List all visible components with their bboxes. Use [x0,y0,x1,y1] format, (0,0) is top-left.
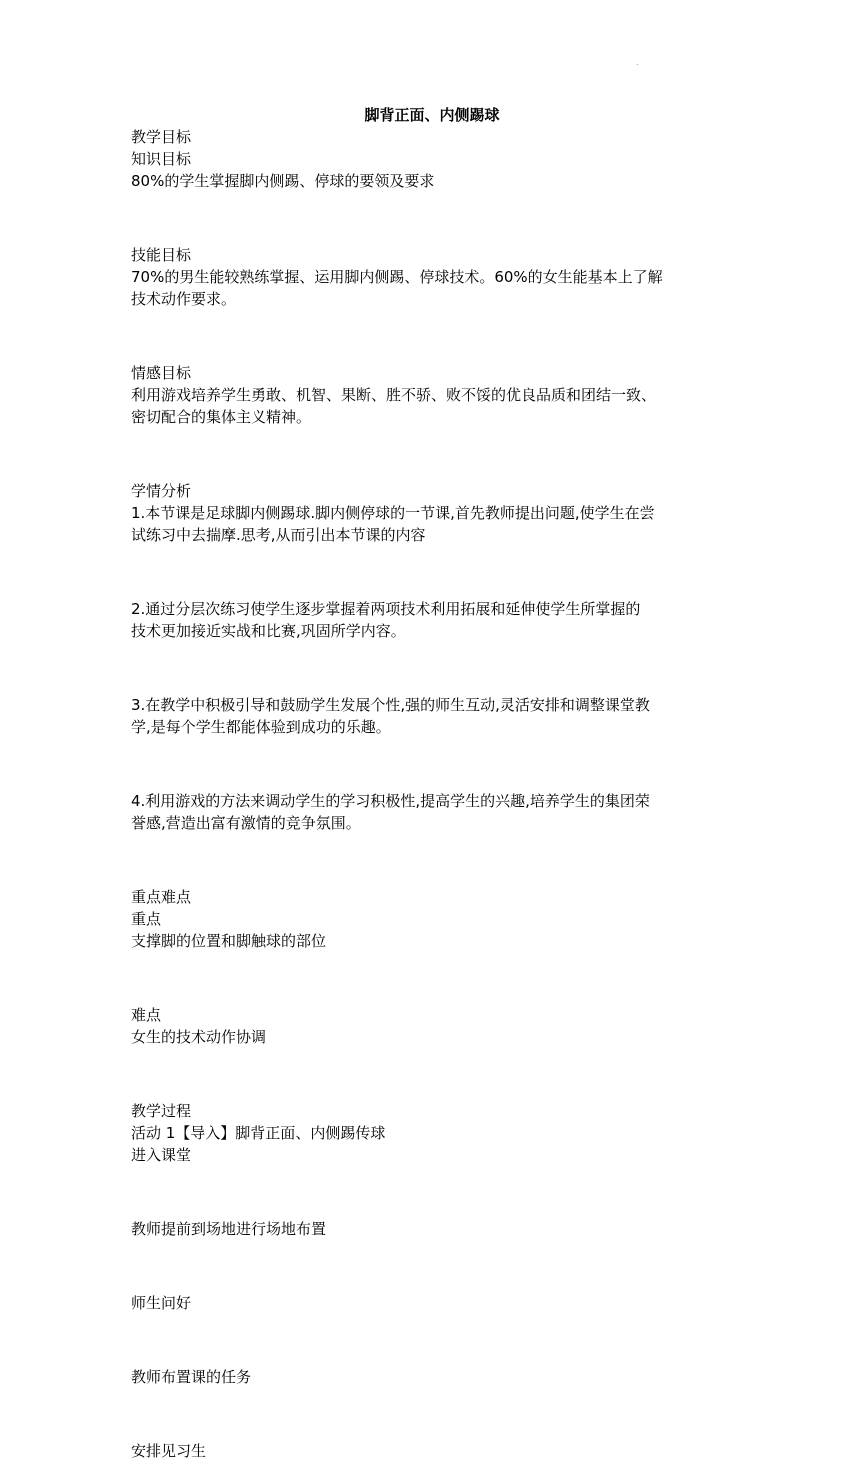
blank-line [131,325,733,347]
blank-line [131,1329,733,1351]
text-line: 师生问好 [131,1294,192,1312]
text-line: 1.本节课是足球脚内侧踢球.脚内侧停球的一节课,首先教师提出问题,使学生在尝 [131,504,655,522]
text-line: 誉感,营造出富有激情的竞争氛围。 [131,814,361,832]
blank-line [131,753,733,775]
blank-line [131,967,733,989]
blank-line [131,1255,733,1277]
text-line: 技术更加接近实战和比赛,巩固所学内容。 [131,622,406,640]
text-line: 安排见习生 [131,1442,207,1460]
text-line: 学,是每个学生都能体验到成功的乐趣。 [131,718,391,736]
blank-line [131,207,733,229]
text-line: 支撑脚的位置和脚触球的部位 [131,932,327,950]
text-line: 70%的男生能较熟练掌握、运用脚内侧踢、停球技术。60%的女生能基本上了解 [131,268,663,286]
text-line: 活动 1【导入】脚背正面、内侧踢传球 [131,1124,386,1142]
text-line: 技能目标 [131,246,192,264]
document-title: 脚背正面、内侧踢球 [364,106,500,124]
text-line: 教师布置课的任务 [131,1368,252,1386]
text-line: 2.通过分层次练习使学生逐步掌握着两项技术利用拓展和延伸使学生所掌握的 [131,600,641,618]
text-line: 试练习中去揣摩.思考,从而引出本节课的内容 [131,526,426,544]
text-line: 难点 [131,1006,162,1024]
text-line: 80%的学生掌握脚内侧踢、停球的要领及要求 [131,172,435,190]
text-line: 教学过程 [131,1102,192,1120]
text-line: 知识目标 [131,150,192,168]
text-line: 重点 [131,910,162,928]
header-mark: . [636,58,639,67]
text-line: 技术动作要求。 [131,290,237,308]
text-line: 重点难点 [131,888,192,906]
blank-line [131,561,733,583]
text-line: 4.利用游戏的方法来调动学生的学习积极性,提高学生的兴趣,培养学生的集团荣 [131,792,650,810]
blank-line [131,443,733,465]
text-line: 情感目标 [131,364,192,382]
text-line: 学情分析 [131,482,192,500]
blank-line [131,1403,733,1425]
document-body [131,104,733,1462]
blank-line [131,1063,733,1085]
blank-line [131,849,733,871]
text-line: 密切配合的集体主义精神。 [131,408,312,426]
text-line: 教学目标 [131,128,192,146]
body-lines [131,126,733,1462]
text-line: 利用游戏培养学生勇敢、机智、果断、胜不骄、败不馁的优良品质和团结一致、 [131,386,657,404]
text-line: 女生的技术动作协调 [131,1028,267,1046]
text-line: 进入课堂 [131,1146,192,1164]
blank-line [131,657,733,679]
blank-line [131,1181,733,1203]
text-line: 3.在教学中积极引导和鼓励学生发展个性,强的师生互动,灵活安排和调整课堂教 [131,696,650,714]
text-line: 教师提前到场地进行场地布置 [131,1220,327,1238]
